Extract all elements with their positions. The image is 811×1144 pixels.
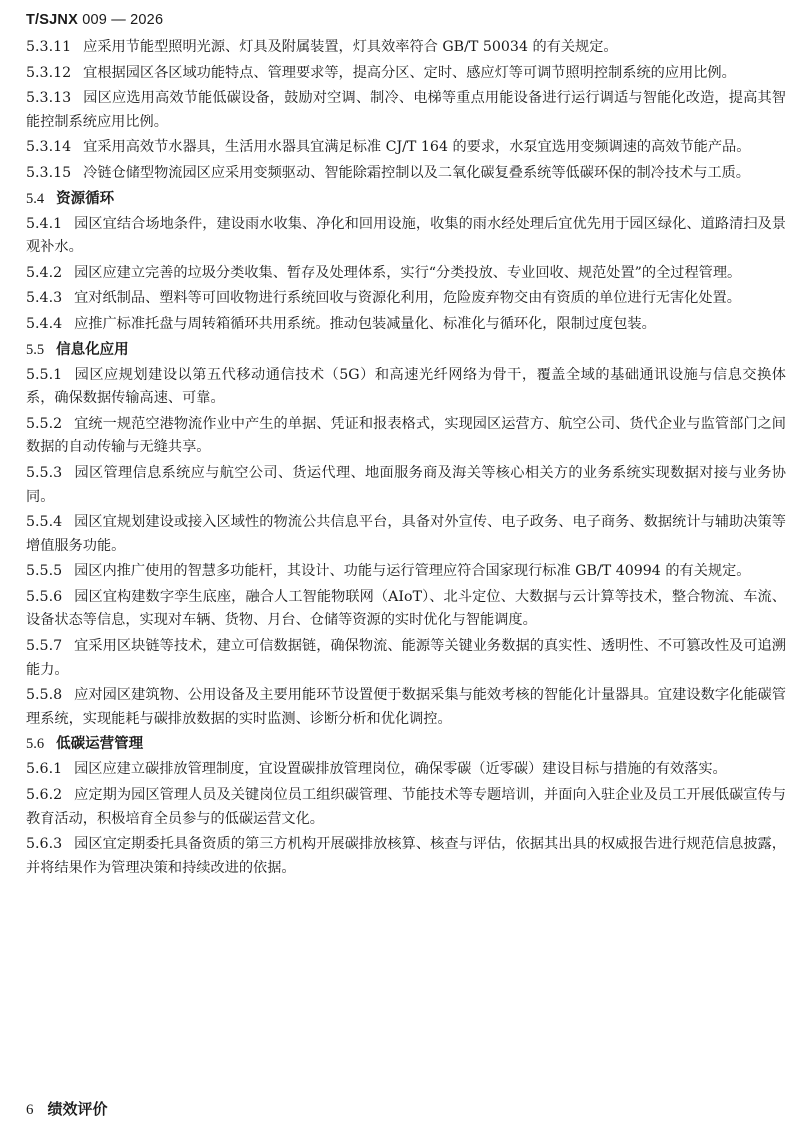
clause-5-5-1: 5.5.1 园区应规划建设以第五代移动通信技术（5G）和高速光纤网络为骨干，覆盖全域的基础通讯设施与信息交换体系，确保数据传输高速、可靠。	[26, 366, 786, 407]
clause-5-5-6: 5.5.6 园区宜构建数字孪生底座，融合人工智能物联网（AIoT）、北斗定位、大数据与云计算等技术，整合物流、车流、设备状态等信息，实现对车辆、货物、月台、仓储等资源的实时优化与智能调度。	[26, 588, 786, 629]
clause-5-6-1: 5.6.1 园区应建立碳排放管理制度，宜设置碳排放管理岗位，确保零碳（近零碳）建设目标与措施的有效落实。	[26, 761, 727, 778]
section-heading-5-6: 5.6 低碳运营管理	[26, 736, 144, 753]
clause-5-3-15: 5.3.15 冷链仓储型物流园区应采用变频驱动、智能除霜控制以及二氧化碳复叠系统等低碳环保的制冷技术与工质。	[26, 164, 750, 181]
clause-5-5-5: 5.5.5 园区内推广使用的智慧多功能杆，其设计、功能与运行管理应符合国家现行标准 GB/T 40994 的有关规定。	[26, 563, 751, 580]
clause-5-3-12: 5.3.12 宜根据园区各区域功能特点、管理要求等，提高分区、定时、感应灯等可调节照明控制系统的应用比例。	[26, 64, 736, 81]
clause-5-5-7: 5.5.7 宜采用区块链等技术，建立可信数据链，确保物流、能源等关键业务数据的真实性、透明性、不可篡改性及可追溯能力。	[26, 638, 786, 678]
clause-5-5-2: 5.5.2 宜统一规范空港物流作业中产生的单据、凭证和报表格式，实现园区运营方、航空公司、货代企业与监管部门之间数据的自动传输与无缝共享。	[26, 415, 786, 456]
chapter-heading-6: 6 绩效评价	[26, 1100, 108, 1118]
section-heading-5-4: 5.4 资源循环	[26, 190, 115, 207]
clause-5-3-13: 5.3.13 园区应选用高效节能低碳设备，鼓励对空调、制冷、电梯等重点用能设备进行运行调适与智能化改造，提高其智能控制系统应用比例。	[26, 90, 786, 130]
section-heading-5-5: 5.5 信息化应用	[26, 341, 129, 358]
clause-5-4-2: 5.4.2 园区应建立完善的垃圾分类收集、暂存及处理体系，实行“分类投放、专业回收、规范处置”的全过程管理。	[26, 264, 742, 281]
document-header	[26, 12, 163, 28]
standard-number: 009 — 2026	[82, 12, 164, 28]
clause-5-3-14: 5.3.14 宜采用高效节水器具，生活用水器具宜满足标准 CJ/T 164 的要求，水泵宜选用变频调速的高效节能产品。	[26, 139, 751, 156]
clause-5-5-8: 5.5.8 应对园区建筑物、公用设备及主要用能环节设置便于数据采集与能效考核的智能化计量器具。宜建设数字化能碳管理系统，实现能耗与碳排放数据的实时监测、诊断分析和优化调控。	[26, 687, 786, 727]
clause-5-5-4: 5.5.4 园区宜规划建设或接入区域性的物流公共信息平台，具备对外宣传、电子政务、电子商务、数据统计与辅助决策等增值服务功能。	[26, 514, 786, 554]
document-body	[26, 36, 786, 882]
clause-5-6-3: 5.6.3 园区宜定期委托具备资质的第三方机构开展碳排放核算、核查与评估，依据其出具的权威报告进行规范信息披露，并将结果作为管理决策和持续改进的依据。	[26, 836, 786, 876]
clause-5-6-2: 5.6.2 应定期为园区管理人员及关键岗位员工组织碳管理、节能技术等专题培训，并面向入驻企业及员工开展低碳宣传与教育活动，积极培育全员参与的低碳运营文化。	[26, 787, 786, 827]
clause-5-3-11: 5.3.11 应采用节能型照明光源、灯具及附属装置，灯具效率符合 GB/T 50034 的有关规定。	[26, 39, 618, 55]
clause-5-4-1: 5.4.1 园区宜结合场地条件，建设雨水收集、净化和回用设施，收集的雨水经处理后宜优先用于园区绿化、道路清扫及景观补水。	[26, 215, 786, 256]
clause-5-5-3: 5.5.3 园区管理信息系统应与航空公司、货运代理、地面服务商及海关等核心相关方的业务系统实现数据对接与业务协同。	[26, 464, 786, 505]
standard-code: T/SJNX	[26, 12, 78, 28]
clause-5-4-3: 5.4.3 宜对纸制品、塑料等可回收物进行系统回收与资源化利用，危险废弃物交由有资质的单位进行无害化处置。	[26, 290, 741, 307]
clause-5-4-4: 5.4.4 应推广标准托盘与周转箱循环共用系统。推动包装减量化、标准化与循环化，限制过度包装。	[26, 315, 656, 332]
